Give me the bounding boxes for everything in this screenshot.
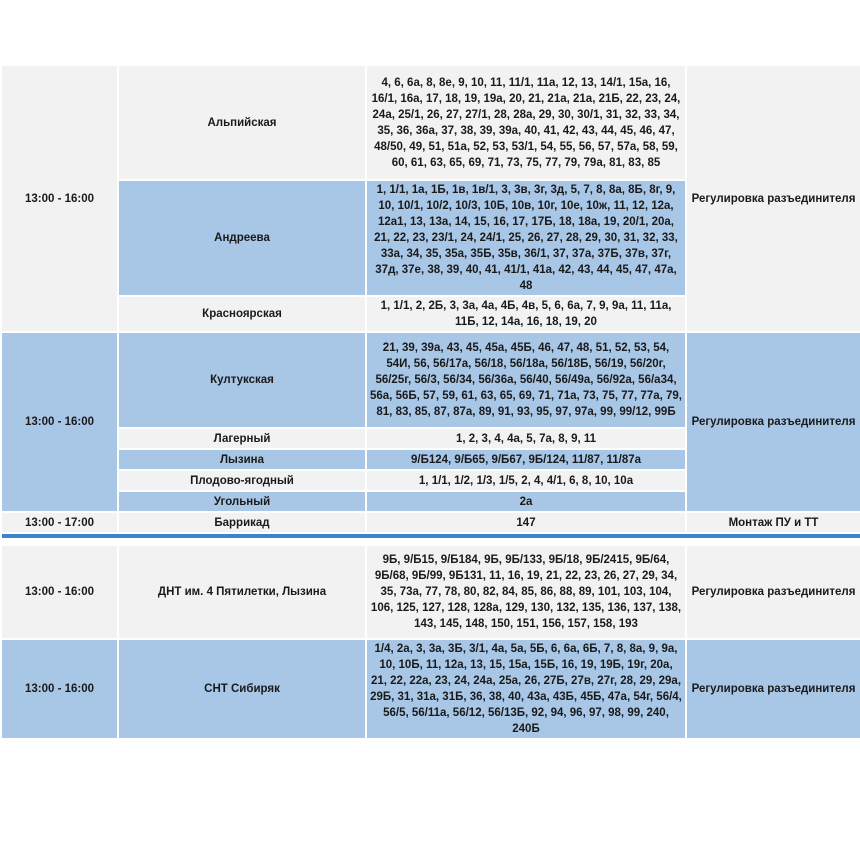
table-row: [1, 545, 860, 639]
table-row: [1, 639, 860, 739]
houses-cell: 9/Б124, 9/Б65, 9/Б67, 9Б/124, 11/87, 11/87а: [366, 449, 686, 470]
houses-cell: 1, 2, 3, 4, 4а, 5, 7а, 8, 9, 11: [366, 428, 686, 449]
work-cell: Регулировка разъединителя: [686, 65, 860, 332]
time-cell: 13:00 - 17:00: [1, 512, 118, 533]
street-cell: Баррикад: [118, 512, 366, 533]
street-cell: Красноярская: [118, 296, 366, 332]
time-cell: 13:00 - 16:00: [1, 639, 118, 739]
houses-cell: 1, 1/1, 1а, 1Б, 1в, 1в/1, 3, 3в, 3г, 3д, 5, 7, 8, 8а, 8Б, 8г, 9, 10, 10/1, 10/2, 10/3, 10Б, 10в, 10г, 10е, 10ж, 11, 12, 12а, 12а1, 13, 13а, 14, 15, 16, 17, 17Б, 18, 18а, 19, 20/1, 20а, 21, 22, 23, 23/1, 24, 24/1, 25, 26, 27, 28, 29, 30, 31, 32, 33, 33а, 34, 35, 35а, 35Б, 35в, 36/1, 37, 37а, 37Б, 37в, 37г, 37д, 37е, 38, 39, 40, 41, 41/1, 41а, 42, 43, 44, 45, 47, 47а, 48: [366, 180, 686, 296]
street-cell: ДНТ им. 4 Пятилетки, Лызина: [118, 545, 366, 639]
street-cell: Лагерный: [118, 428, 366, 449]
houses-cell: 2а: [366, 491, 686, 512]
time-cell: 13:00 - 16:00: [1, 65, 118, 332]
street-cell: СНТ Сибиряк: [118, 639, 366, 739]
work-cell: Регулировка разъединителя: [686, 639, 860, 739]
street-cell: Култукская: [118, 332, 366, 428]
street-cell: Альпийская: [118, 65, 366, 180]
street-cell: Угольный: [118, 491, 366, 512]
houses-cell: 9Б, 9/Б15, 9/Б184, 9Б, 9Б/133, 9Б/18, 9Б/2415, 9Б/64, 9Б/68, 9Б/99, 9Б131, 11, 16, 19, 21, 22, 23, 26, 27, 29, 34, 35, 73а, 77, 78, 80, 82, 84, 85, 86, 88, 89, 101, 103, 104, 106, 125, 127, 128, 128а, 129, 130, 132, 135, 136, 137, 138, 143, 145, 148, 150, 151, 156, 157, 158, 193: [366, 545, 686, 639]
street-cell: Андреева: [118, 180, 366, 296]
time-cell: 13:00 - 16:00: [1, 545, 118, 639]
table-row: [1, 65, 860, 180]
work-cell: Монтаж ПУ и ТТ: [686, 512, 860, 533]
table-row: [1, 512, 860, 533]
street-cell: Плодово-ягодный: [118, 470, 366, 491]
houses-cell: 1, 1/1, 1/2, 1/3, 1/5, 2, 4, 4/1, 6, 8, 10, 10а: [366, 470, 686, 491]
houses-cell: 1/4, 2а, 3, 3а, 3Б, 3/1, 4а, 5а, 5Б, 6, 6а, 6Б, 7, 8, 8а, 9, 9а, 10, 10Б, 11, 12а, 13, 15, 15а, 15Б, 16, 19, 19Б, 19г, 20а, 21, 22, 22а, 23, 24, 24а, 25а, 26, 27Б, 27в, 27г, 28, 29, 29а, 29Б, 31, 31а, 31Б, 36, 38, 40, 43а, 43Б, 45Б, 47а, 54г, 56/4, 56/5, 56/11а, 56/12, 56/13Б, 92, 94, 96, 97, 98, 99, 240, 240Б: [366, 639, 686, 739]
outage-schedule-table: [0, 64, 860, 740]
houses-cell: 147: [366, 512, 686, 533]
houses-cell: 21, 39, 39а, 43, 45, 45а, 45Б, 46, 47, 48, 51, 52, 53, 54, 54И, 56, 56/17а, 56/18, 56/18а, 56/18Б, 56/19, 56/20г, 56/25г, 56/3, 56/34, 56/36а, 56/40, 56/49а, 56/92а, 56/а34, 56а, 56Б, 57, 59, 61, 63, 65, 69, 71, 71а, 73, 75, 77, 77а, 79, 81, 83, 85, 87, 87а, 89, 91, 93, 95, 97, 97а, 99, 99/12, 99Б: [366, 332, 686, 428]
houses-cell: 4, 6, 6а, 8, 8е, 9, 10, 11, 11/1, 11а, 12, 13, 14/1, 15а, 16, 16/1, 16а, 17, 18, 19, 19а, 20, 21, 21а, 21а, 21Б, 22, 23, 24, 24а, 25/1, 26, 27, 27/1, 28, 28а, 29, 30, 30/1, 31, 32, 33, 34, 35, 36, 36а, 37, 38, 39, 39а, 40, 41, 42, 43, 44, 45, 46, 47, 48/50, 49, 51, 51а, 52, 53, 53/1, 54, 55, 56, 57, 57а, 58, 59, 60, 61, 63, 65, 69, 71, 73, 75, 77, 79, 79а, 81, 83, 85: [366, 65, 686, 180]
table-row: [1, 332, 860, 428]
work-cell: Регулировка разъединителя: [686, 545, 860, 639]
street-cell: Лызина: [118, 449, 366, 470]
time-cell: 13:00 - 16:00: [1, 332, 118, 512]
houses-cell: 1, 1/1, 2, 2Б, 3, 3а, 4а, 4Б, 4в, 5, 6, 6а, 7, 9, 9а, 11, 11а, 11Б, 12, 14а, 16, 18, 19, 20: [366, 296, 686, 332]
work-cell: Регулировка разъединителя: [686, 332, 860, 512]
